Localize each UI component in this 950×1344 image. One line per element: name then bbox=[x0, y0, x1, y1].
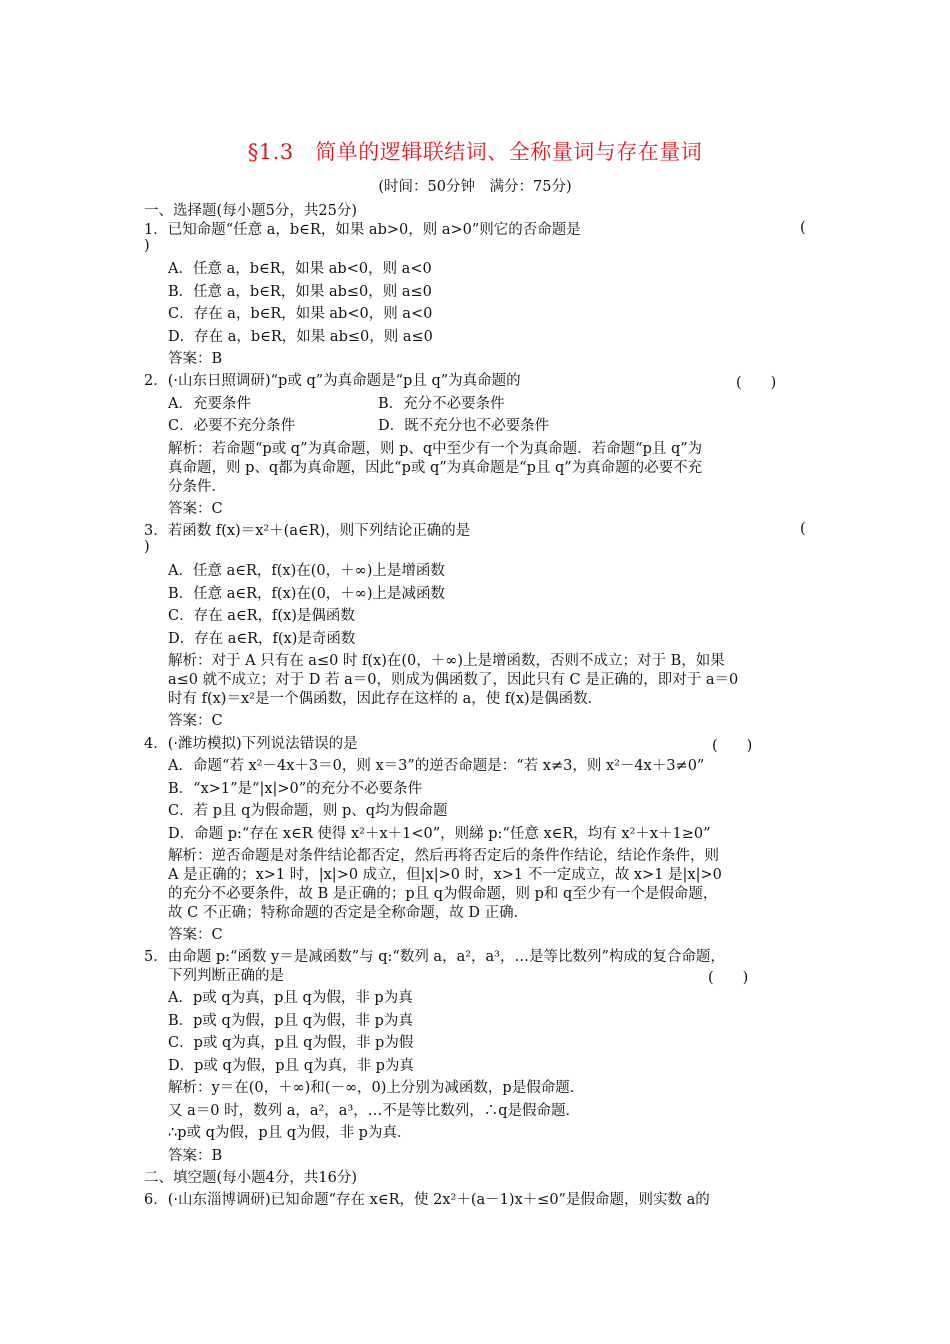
question-3-analysis-line-3: 时有 f(x)＝x²是一个偶函数，因此存在这样的 a，使 f(x)是偶函数． bbox=[168, 691, 603, 707]
question-3-option-c: C．存在 a∈R，f(x)是偶函数 bbox=[168, 608, 355, 624]
question-3-option-a: A．任意 a∈R，f(x)在(0，＋∞)上是增函数 bbox=[168, 563, 445, 579]
question-1-option-c: C．存在 a，b∈R，如果 ab<0，则 a<0 bbox=[168, 306, 433, 322]
question-1-answer: 答案：B bbox=[168, 351, 223, 367]
question-2-option-c: C．必要不充分条件 bbox=[168, 418, 296, 434]
question-3-analysis-line-2: a≤0 就不成立；对于 D 若 a＝0，则成为偶函数了，因此只有 C 是正确的，即对于 a＝0 bbox=[168, 672, 739, 688]
question-4-option-d: D．命题 p:“存在 x∈R 使得 x²＋x＋1<0”，则綈 p:“任意 x∈R，均有 x²＋x＋1≥0” bbox=[168, 826, 711, 842]
question-3-option-d: D．存在 a∈R，f(x)是奇函数 bbox=[168, 631, 356, 647]
question-2-analysis-line-1: 解析：若命题“p或 q”为真命题，则 p、q中至少有一个为真命题．若命题“p且 q”为 bbox=[168, 441, 703, 457]
question-5-option-a: A．p或 q为真，p且 q为假，非 p为真 bbox=[168, 990, 413, 1006]
question-4-option-b: B．“x>1”是“|x|>0”的充分不必要条件 bbox=[168, 781, 423, 797]
question-2-analysis-line-3: 分条件． bbox=[168, 479, 226, 495]
question-4-analysis-line-1: 解析：逆否命题是对条件结论都否定，然后再将否定后的条件作结论，结论作条件，则 bbox=[168, 848, 719, 864]
question-4-option-a: A．命题“若 x²－4x＋3＝0，则 x＝3”的逆否命题是：“若 x≠3，则 x²－4x＋3≠0” bbox=[168, 758, 705, 774]
question-5-option-d: D．p或 q为假，p且 q为真，非 p为真 bbox=[168, 1058, 414, 1074]
question-1-option-a: A．任意 a，b∈R，如果 ab<0，则 a<0 bbox=[168, 261, 432, 277]
question-6-stem: 6．(·山东淄博调研)已知命题“存在 x∈R，使 2x²＋(a－1)x＋≤0”是假命题，则实数 a的 bbox=[144, 1192, 710, 1208]
question-2-analysis-line-2: 真命题，则 p、q都为真命题，因此“p或 q”为真命题是“p且 q”为真命题的必要不充 bbox=[168, 460, 703, 476]
question-2-answer: 答案：C bbox=[168, 501, 223, 517]
answer-paren-open: ( bbox=[800, 521, 806, 537]
question-4-option-c: C．若 p且 q为假命题，则 p、q均为假命题 bbox=[168, 803, 448, 819]
question-5-analysis-line-3: ∴p或 q为假，p且 q为假，非 p为真． bbox=[168, 1125, 412, 1141]
question-4-answer: 答案：C bbox=[168, 927, 223, 943]
question-5-stem-line-2: 下列判断正确的是 bbox=[168, 968, 284, 984]
question-4-analysis-line-4: 故 C 不正确；特称命题的否定是全称命题，故 D 正确． bbox=[168, 905, 529, 921]
question-2-option-b: B．充分不必要条件 bbox=[378, 396, 505, 412]
section-heading-fill: 二、填空题(每小题4分，共16分) bbox=[144, 1170, 357, 1186]
answer-paren-close: ) bbox=[144, 238, 150, 254]
question-5-analysis-line-1: 解析：y＝在(0，＋∞)和(－∞，0)上分别为减函数，p是假命题． bbox=[168, 1080, 585, 1096]
question-3-option-b: B．任意 a∈R，f(x)在(0，＋∞)上是减函数 bbox=[168, 586, 446, 602]
question-5-option-c: C．p或 q为真，p且 q为假，非 p为假 bbox=[168, 1035, 414, 1051]
answer-paren: ( ) bbox=[736, 375, 777, 391]
time-score-note: (时间：50分钟 满分：75分) bbox=[378, 179, 572, 195]
question-3-analysis-line-1: 解析：对于 A 只有在 a≤0 时 f(x)在(0，＋∞)上是增函数，否则不成立；对于 B，如果 bbox=[168, 653, 725, 669]
question-3-answer: 答案：C bbox=[168, 713, 223, 729]
page-title: §1.3 简单的逻辑联结词、全称量词与存在量词 bbox=[247, 140, 703, 164]
question-2-option-a: A．充要条件 bbox=[168, 396, 251, 412]
question-1-stem: 1．已知命题“任意 a，b∈R，如果 ab>0，则 a>0”则它的否命题是 bbox=[144, 222, 581, 238]
question-5-stem-line-1: 5．由命题 p:“函数 y＝是减函数”与 q:“数列 a，a²，a³，…是等比数列”构成的复合命题， bbox=[144, 949, 725, 965]
answer-paren-close: ) bbox=[144, 539, 150, 555]
answer-paren-open: ( bbox=[800, 220, 806, 236]
answer-paren: ( ) bbox=[712, 738, 753, 754]
question-1-option-b: B．任意 a，b∈R，如果 ab≤0，则 a≤0 bbox=[168, 284, 432, 300]
question-4-analysis-line-3: 的充分不必要条件，故 B 是正确的；p且 q为假命题，则 p和 q至少有一个是假命题， bbox=[168, 886, 718, 902]
section-heading-choice: 一、选择题(每小题5分，共25分) bbox=[144, 203, 357, 219]
question-4-analysis-line-2: A 是正确的；x>1 时，|x|>0 成立，但|x|>0 时，x>1 不一定成立，故 x>1 是|x|>0 bbox=[168, 867, 722, 883]
question-2-stem: 2．(·山东日照调研)“p或 q”为真命题是“p且 q”为真命题的 bbox=[144, 373, 521, 389]
question-5-option-b: B．p或 q为假，p且 q为假，非 p为真 bbox=[168, 1013, 413, 1029]
question-2-option-d: D．既不充分也不必要条件 bbox=[378, 418, 550, 434]
question-1-option-d: D．存在 a，b∈R，如果 ab≤0，则 a≤0 bbox=[168, 329, 433, 345]
question-5-answer: 答案：B bbox=[168, 1148, 223, 1164]
answer-paren: ( ) bbox=[708, 970, 749, 986]
question-5-analysis-line-2: 又 a＝0 时，数列 a，a²，a³，…不是等比数列，∴q是假命题． bbox=[168, 1103, 581, 1119]
question-3-stem: 3．若函数 f(x)＝x²＋(a∈R)，则下列结论正确的是 bbox=[144, 523, 471, 539]
question-4-stem: 4．(·潍坊模拟)下列说法错误的是 bbox=[144, 736, 358, 752]
